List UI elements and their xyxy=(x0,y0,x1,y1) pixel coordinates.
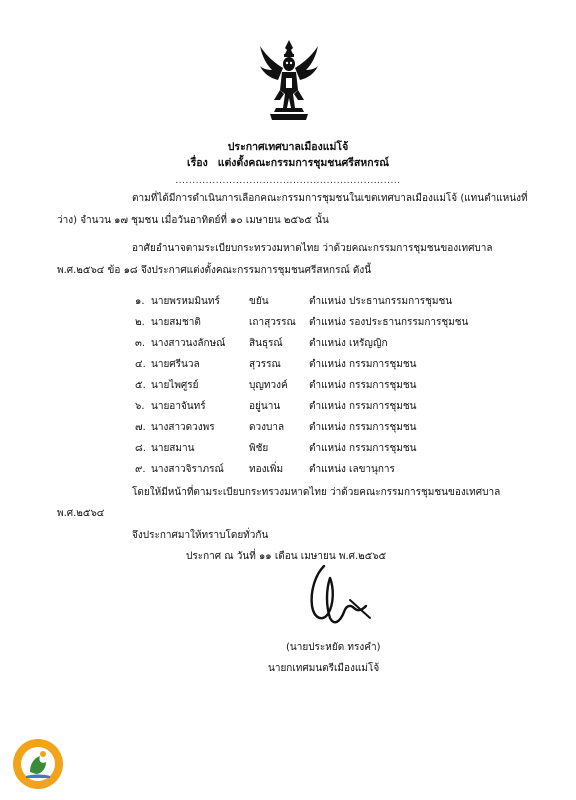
garuda-emblem-icon xyxy=(258,38,320,122)
separator-line: ................................................................... xyxy=(175,176,401,186)
member-number: ๓. xyxy=(135,338,146,349)
member-first-name: นายอาจันทร์ xyxy=(151,401,206,412)
member-position: ตำแหน่ง กรรมการชุมชน xyxy=(309,422,417,433)
member-position: ตำแหน่ง เลขานุการ xyxy=(309,464,395,475)
member-first-name: นายศรีนวล xyxy=(151,359,200,370)
signer-name: (นายประหยัด ทรงคำ) xyxy=(286,642,381,653)
paragraph-3-line-2: พ.ศ.๒๕๖๔ xyxy=(57,508,105,519)
member-first-name: นางสาวนงลักษณ์ xyxy=(151,338,226,349)
subject-label: เรื่อง xyxy=(187,157,208,169)
member-last-name: พิชัย xyxy=(249,443,269,454)
member-number: ๗. xyxy=(135,422,146,433)
announcement-title: ประกาศเทศบาลเมืองแม่โจ้ xyxy=(227,141,349,153)
member-last-name: เถาสุวรรณ xyxy=(249,317,296,328)
member-position: ตำแหน่ง รองประธานกรรมการชุมชน xyxy=(309,317,469,328)
member-position: ตำแหน่ง กรรมการชุมชน xyxy=(309,359,417,370)
paragraph-2-line-2: พ.ศ.๒๕๖๔ ข้อ ๑๘ จึงประกาศแต่งตั้งคณะกรรมการชุมชนศรีสหกรณ์ ดังนี้ xyxy=(57,265,372,276)
member-number: ๖. xyxy=(135,401,145,412)
paragraph-1-line-2: ว่าง) จำนวน ๑๗ ชุมชน เมื่อวันอาทิตย์ที่ ๑๐ เมษายน ๒๕๖๕ นั้น xyxy=(57,215,329,226)
member-last-name: ทองเพิ่ม xyxy=(249,464,284,475)
paragraph-2-line-1: อาศัยอำนาจตามระเบียบกระทรวงมหาดไทย ว่าด้วยคณะกรรมการชุมชนของเทศบาล xyxy=(132,243,493,254)
member-number: ๑. xyxy=(135,296,145,307)
announcement-subject xyxy=(0,154,576,171)
paragraph-4: จึงประกาศมาให้ทราบโดยทั่วกัน xyxy=(132,530,269,541)
member-first-name: นางสาวจิราภรณ์ xyxy=(151,464,224,475)
member-first-name: นางสาวดวงพร xyxy=(151,422,215,433)
member-last-name: อยู่นาน xyxy=(249,401,281,412)
member-first-name: นายพรหมมินทร์ xyxy=(151,296,220,307)
subject-text: แต่งตั้งคณะกรรมการชุมชนศรีสหกรณ์ xyxy=(217,157,389,169)
member-number: ๙. xyxy=(135,464,146,475)
member-number: ๘. xyxy=(135,443,146,454)
member-last-name: สินธุรณ์ xyxy=(249,338,283,349)
member-position: ตำแหน่ง กรรมการชุมชน xyxy=(309,443,417,454)
municipality-logo xyxy=(12,738,64,790)
member-position: ตำแหน่ง กรรมการชุมชน xyxy=(309,401,417,412)
announcement-date: ประกาศ ณ วันที่ ๑๑ เดือน เมษายน พ.ศ.๒๕๖๕ xyxy=(186,551,387,562)
member-first-name: นายไพศูรย์ xyxy=(151,380,199,391)
member-position: ตำแหน่ง กรรมการชุมชน xyxy=(309,380,417,391)
signature xyxy=(296,560,396,638)
member-first-name: นายสมชาติ xyxy=(151,317,201,328)
member-first-name: นายสมาน xyxy=(151,443,195,454)
member-number: ๒. xyxy=(135,317,145,328)
paragraph-3-line-1: โดยให้มีหน้าที่ตามระเบียบกระทรวงมหาดไทย ว่าด้วยคณะกรรมการชุมชนของเทศบาล xyxy=(132,487,501,498)
member-position: ตำแหน่ง ประธานกรรมการชุมชน xyxy=(309,296,453,307)
paragraph-1-line-1: ตามที่ได้มีการดำเนินการเลือกคณะกรรมการชุมชนในเขตเทศบาลเมืองแม่โจ้ (แทนตำแหน่งที่ xyxy=(132,193,528,204)
member-last-name: ดวงบาล xyxy=(249,422,285,433)
member-number: ๕. xyxy=(135,380,146,391)
member-last-name: ขยัน xyxy=(249,296,269,307)
member-last-name: สุวรรณ xyxy=(249,359,281,370)
member-last-name: บุญทวงค์ xyxy=(249,380,288,391)
member-position: ตำแหน่ง เหรัญญิก xyxy=(309,338,388,349)
member-number: ๔. xyxy=(135,359,146,370)
signer-position: นายกเทศมนตรีเมืองแม่โจ้ xyxy=(268,663,380,674)
